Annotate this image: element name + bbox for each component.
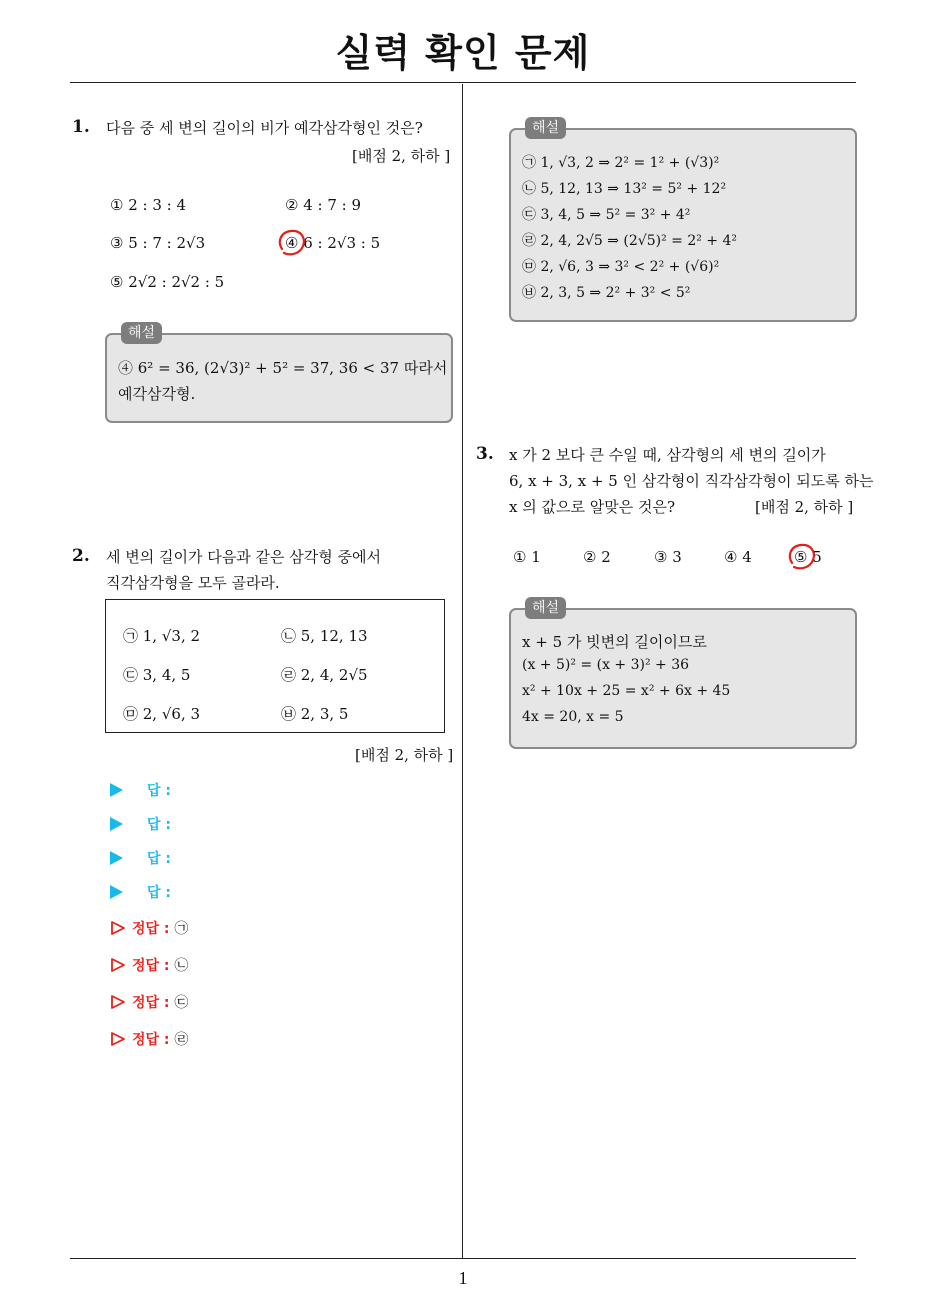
play-arrow-icon	[110, 817, 123, 831]
q3-choice-4[interactable]: ④ 4	[724, 548, 752, 566]
q2-solution-tag: 해설	[525, 117, 566, 139]
q2-solution-line-3: ㉢ 3, 4, 5 ⇒ 5² = 3² + 4²	[522, 207, 691, 223]
page-title: 실력 확인 문제	[335, 31, 591, 75]
triangle-outline-icon	[110, 1031, 126, 1047]
q2-solution-line-2: ㉡ 5, 12, 13 ⇒ 13² = 5² + 12²	[522, 181, 727, 197]
q2-item-1: ㉠ 1, √3, 2	[123, 627, 201, 645]
triangle-outline-icon	[110, 957, 126, 973]
q3-text-line-2: 6, x + 3, x + 5 인 삼각형이 직각삼각형이 되도록 하는	[509, 472, 874, 490]
triangle-outline-icon	[110, 994, 126, 1010]
q3-choice-1[interactable]: ① 1	[513, 548, 541, 566]
q2-answer-field-3[interactable]: 답 :	[110, 848, 171, 868]
top-rule	[70, 82, 856, 83]
q3-solution-tag: 해설	[525, 597, 566, 619]
q3-solution-line-3: x² + 10x + 25 = x² + 6x + 45	[522, 683, 731, 699]
play-arrow-icon	[110, 885, 123, 899]
q2-answer-field-1[interactable]: 답 :	[110, 780, 171, 800]
q2-correct-answer-2: 정답 : ㉡	[110, 955, 188, 975]
q1-solution-tag: 해설	[121, 322, 162, 344]
q2-solution-line-6: ㉥ 2, 3, 5 ⇒ 2² + 3² < 5²	[522, 285, 691, 301]
q2-correct-answer-3: 정답 : ㉢	[110, 992, 188, 1012]
bottom-rule	[70, 1258, 856, 1259]
q1-choice-2[interactable]: ② 4 : 7 : 9	[285, 196, 362, 214]
q2-correct-answer-1: 정답 : ㉠	[110, 918, 188, 938]
q2-answer-field-2[interactable]: 답 :	[110, 814, 171, 834]
column-divider	[462, 84, 463, 1258]
q1-choice-3[interactable]: ③ 5 : 7 : 2√3	[110, 234, 206, 252]
q3-choice-2[interactable]: ② 2	[583, 548, 611, 566]
q2-item-2: ㉡ 5, 12, 13	[281, 627, 368, 645]
q1-answer-mark-icon	[276, 228, 308, 258]
q3-solution-line-1: x + 5 가 빗변의 길이이므로	[522, 633, 707, 651]
q3-text-line-1: x 가 2 보다 큰 수일 때, 삼각형의 세 변의 길이가	[509, 446, 826, 464]
q1-choice-1[interactable]: ① 2 : 3 : 4	[110, 196, 187, 214]
q3-choice-3[interactable]: ③ 3	[654, 548, 682, 566]
q3-answer-mark-icon	[786, 542, 818, 572]
q2-answer-field-4[interactable]: 답 :	[110, 882, 171, 902]
q3-text-line-3: x 의 값으로 알맞은 것은?	[509, 498, 675, 516]
q1-solution-line-2: 예각삼각형.	[118, 385, 196, 403]
q1-choice-5[interactable]: ⑤ 2√2 : 2√2 : 5	[110, 273, 225, 291]
q2-number: 2.	[72, 546, 90, 566]
triangle-outline-icon	[110, 920, 126, 936]
q1-meta: [배점 2, 하하 ]	[352, 147, 451, 165]
q2-solution-line-4: ㉣ 2, 4, 2√5 ⇒ (2√5)² = 2² + 4²	[522, 233, 738, 249]
q1-number: 1.	[72, 117, 90, 137]
q1-solution-box	[105, 333, 453, 423]
q3-choice-5[interactable]: ⑤ 5	[794, 548, 822, 566]
q2-item-5: ㉤ 2, √6, 3	[123, 705, 201, 723]
q2-solution-line-1: ㉠ 1, √3, 2 ⇒ 2² = 1² + (√3)²	[522, 155, 720, 171]
q1-solution-line-1: ④ 6² = 36, (2√3)² + 5² = 37, 36 < 37 따라서	[118, 359, 448, 377]
q2-text-line-1: 세 변의 길이가 다음과 같은 삼각형 중에서	[106, 548, 381, 566]
q3-meta: [배점 2, 하하 ]	[755, 498, 854, 516]
q1-choice-4[interactable]: ④ 6 : 2√3 : 5	[285, 234, 381, 252]
q3-solution-line-2: (x + 5)² = (x + 3)² + 36	[522, 657, 690, 673]
q1-text: 다음 중 세 변의 길이의 비가 예각삼각형인 것은?	[106, 119, 423, 137]
q2-item-6: ㉥ 2, 3, 5	[281, 705, 349, 723]
q2-correct-answer-4: 정답 : ㉣	[110, 1029, 188, 1049]
q2-text-line-2: 직각삼각형을 모두 골라라.	[106, 574, 280, 592]
page-number: 1	[458, 1268, 468, 1288]
play-arrow-icon	[110, 851, 123, 865]
q2-item-4: ㉣ 2, 4, 2√5	[281, 666, 368, 684]
q3-solution-box	[509, 608, 857, 749]
q2-meta: [배점 2, 하하 ]	[355, 746, 454, 764]
q2-solution-line-5: ㉤ 2, √6, 3 ⇒ 3² < 2² + (√6)²	[522, 259, 720, 275]
q3-solution-line-4: 4x = 20, x = 5	[522, 709, 624, 725]
play-arrow-icon	[110, 783, 123, 797]
q2-item-3: ㉢ 3, 4, 5	[123, 666, 191, 684]
q3-number: 3.	[476, 444, 494, 464]
